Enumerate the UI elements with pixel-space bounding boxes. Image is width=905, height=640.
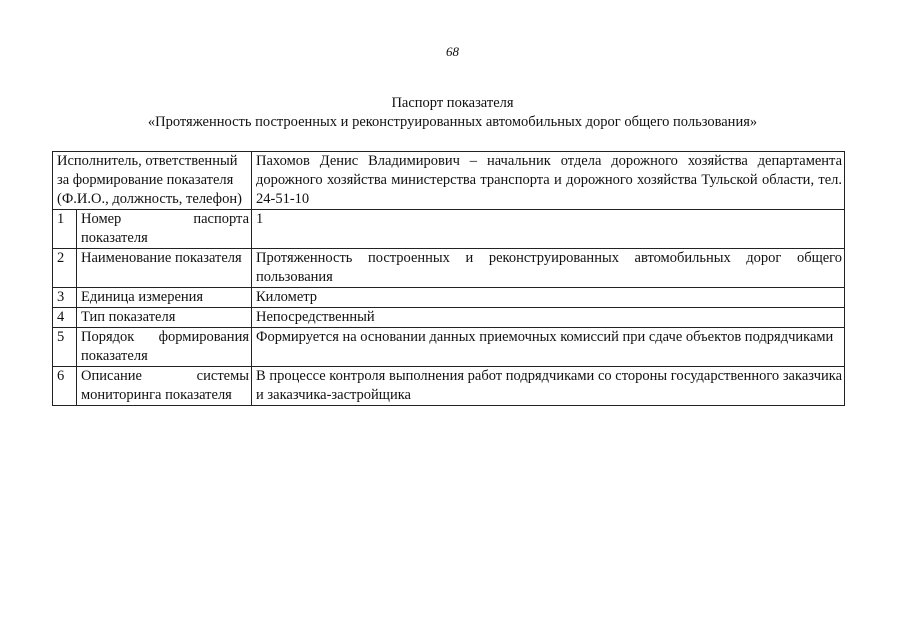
responsible-value: Пахомов Денис Владимирович – начальник отдела дорожного хозяйства департамента дорожного хозяйства министерства транспорта и дорожного хозяйства Тульской области, тел. 24-51-10	[256, 153, 843, 207]
document-title	[0, 94, 905, 132]
table-header-row	[53, 152, 845, 210]
responsible-label-cell	[53, 152, 252, 210]
row-number: 1	[53, 210, 77, 249]
responsible-value-cell	[252, 152, 845, 210]
row-number: 5	[53, 328, 77, 367]
table-row	[53, 367, 845, 406]
row-label: Единица измерения	[77, 288, 252, 308]
passport-table	[52, 151, 845, 406]
title-line-1: Паспорт показателя	[391, 95, 514, 111]
row-value: Протяженность построенных и реконструированных автомобильных дорог общего пользования	[252, 249, 845, 288]
table-row	[53, 210, 845, 249]
row-label: Описание системы мониторинга показателя	[77, 367, 252, 406]
row-label: Порядок формирования показателя	[77, 328, 252, 367]
row-value: Километр	[252, 288, 845, 308]
title-line-2: «Протяженность построенных и реконструированных автомобильных дорог общего пользования»	[147, 114, 758, 130]
row-value: В процессе контроля выполнения работ подрядчиками со стороны государственного заказчика и заказчика-застройщика	[252, 367, 845, 406]
row-value: Формируется на основании данных приемочных комиссий при сдаче объектов подрядчиками	[252, 328, 845, 367]
table-row	[53, 328, 845, 367]
table-row	[53, 249, 845, 288]
row-number: 4	[53, 308, 77, 328]
responsible-label: Исполнитель, ответственный за формирование показателя (Ф.И.О., должность, телефон)	[57, 153, 242, 207]
page-number: 68	[446, 44, 459, 59]
row-number: 2	[53, 249, 77, 288]
row-value: 1	[252, 210, 845, 249]
row-number: 3	[53, 288, 77, 308]
row-label: Наименование показателя	[77, 249, 252, 288]
table-row	[53, 288, 845, 308]
row-value: Непосредственный	[252, 308, 845, 328]
table-row	[53, 308, 845, 328]
row-label: Номер паспорта показателя	[77, 210, 252, 249]
row-label: Тип показателя	[77, 308, 252, 328]
row-number: 6	[53, 367, 77, 406]
